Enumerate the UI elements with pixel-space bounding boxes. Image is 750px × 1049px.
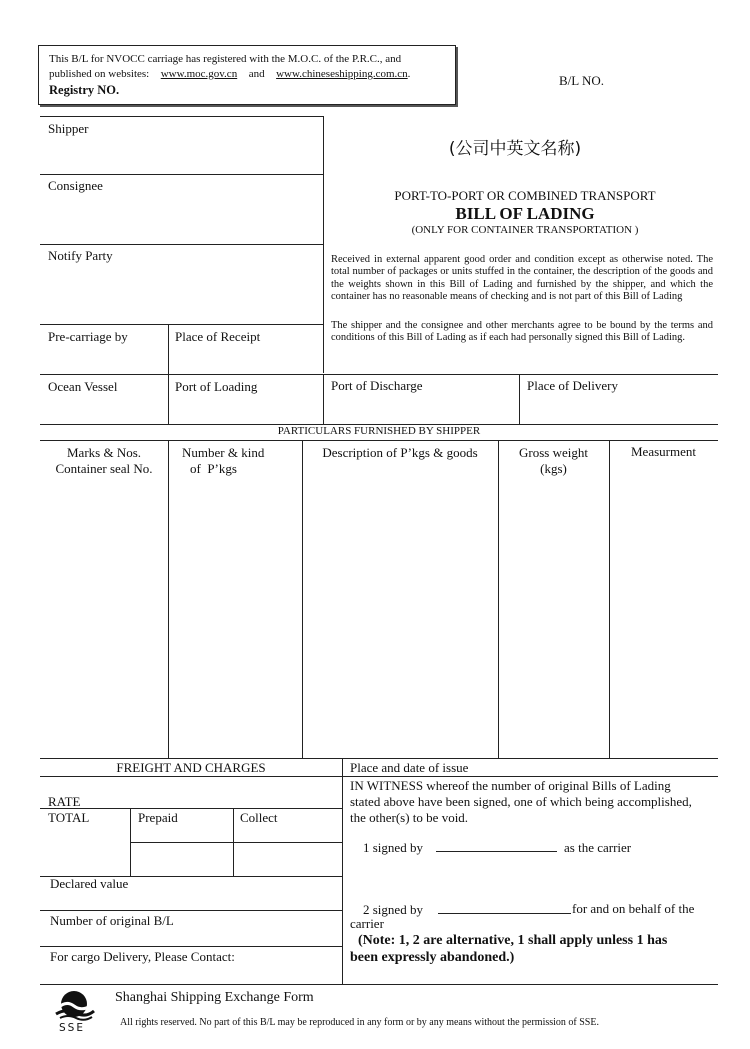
- alternative-note-line1: (Note: 1, 2 are alternative, 1 shall apply unless 1 has: [358, 933, 668, 948]
- gross-weight-header-line2: (kgs): [540, 461, 567, 476]
- shipper-field[interactable]: [40, 137, 322, 173]
- signed-by-1-line[interactable]: [436, 851, 557, 852]
- number-original-bl-label: Number of original B/L: [50, 913, 174, 928]
- measurement-cell[interactable]: [610, 480, 717, 755]
- signed-by-1-label: 1 signed by: [363, 840, 423, 855]
- notify-party-field[interactable]: [40, 264, 322, 322]
- bl-no-label: B/L NO.: [559, 73, 605, 88]
- notice-line-2: [49, 68, 449, 81]
- rights-reserved-notice: All rights reserved. No part of this B/L may be reproduced in any form or by any means without the permission of SSE.: [120, 1017, 599, 1028]
- gross-weight-header-line1: Gross weight: [519, 445, 588, 460]
- ocean-vessel-label: Ocean Vessel: [48, 379, 118, 394]
- terms-received-paragraph: Received in external apparent good order and condition except as otherwise noted. The total number of packages or units stuffed in the container, the description of the goods and the weights shown in this Bill of Lading and furnished by the shipper, and which the container has no reasonable means of checking and is not part of this Bill of Lading: [331, 254, 713, 303]
- gross-weight-header: [498, 445, 609, 476]
- sse-logo: [52, 988, 98, 1038]
- number-kind-header-line1: Number & kind: [182, 445, 265, 460]
- bill-of-lading-title: BILL OF LADING: [455, 204, 595, 223]
- moc-website-link[interactable]: www.moc.gov.cn: [160, 68, 238, 80]
- declared-value-label: Declared value: [50, 876, 129, 891]
- registry-no-label: Registry NO.: [49, 83, 120, 97]
- sse-form-name: Shanghai Shipping Exchange Form: [115, 990, 314, 1005]
- alternative-note-line2: been expressly abandoned.): [350, 950, 515, 965]
- marks-nos-header: [40, 445, 168, 476]
- registration-notice-box: [38, 45, 456, 105]
- terms-agreement-paragraph: The shipper and the consignee and other merchants agree to be bound by the terms and conditions of this Bill of Lading as if each had personally signed this Bill of Lading.: [331, 320, 713, 344]
- carrier-label: carrier: [350, 916, 384, 931]
- cargo-delivery-contact-label: For cargo Delivery, Please Contact:: [50, 949, 235, 964]
- rate-label: RATE: [48, 794, 81, 809]
- particulars-header: PARTICULARS FURNISHED BY SHIPPER: [277, 425, 481, 437]
- company-name-placeholder: (公司中英文名称): [448, 139, 582, 159]
- collect-label: Collect: [240, 810, 278, 825]
- alternative-note: [350, 932, 722, 966]
- as-the-carrier-label: as the carrier: [564, 840, 632, 855]
- number-kind-header: [182, 445, 264, 476]
- signed-by-2-label: 2 signed by: [363, 902, 423, 917]
- witness-line-1: IN WITNESS whereof the number of original Bills of Lading: [350, 778, 671, 793]
- description-header: Description of P’kgs & goods: [322, 445, 478, 460]
- total-label: TOTAL: [48, 810, 90, 825]
- witness-clause: [350, 778, 720, 825]
- place-date-issue-label: Place and date of issue: [350, 760, 469, 775]
- description-cell[interactable]: [303, 480, 497, 755]
- port-of-loading-label: Port of Loading: [175, 379, 258, 394]
- notify-party-label: Notify Party: [48, 248, 113, 263]
- consignee-label: Consignee: [48, 178, 103, 193]
- container-transportation-subtitle: (ONLY FOR CONTAINER TRANSPORTATION ): [411, 224, 639, 236]
- collect-amount-field[interactable]: [234, 843, 341, 875]
- measurement-header: Measurment: [631, 444, 696, 459]
- chineseshipping-website-link[interactable]: www.chineseshipping.com.cn: [276, 68, 408, 80]
- consignee-field[interactable]: [40, 194, 322, 242]
- prepaid-label: Prepaid: [138, 810, 178, 825]
- gross-weight-cell[interactable]: [499, 480, 608, 755]
- sse-wave-icon: [52, 988, 98, 1022]
- transport-title: PORT-TO-PORT OR COMBINED TRANSPORT: [394, 188, 656, 203]
- port-of-discharge-label: Port of Discharge: [331, 378, 423, 393]
- sse-logo-text: SSE: [59, 1022, 85, 1034]
- marks-nos-header-line1: Marks & Nos.: [66, 445, 142, 460]
- notice-line-1: This B/L for NVOCC carriage has registered with the M.O.C. of the P.R.C., and: [49, 53, 402, 65]
- signed-by-2-line[interactable]: [438, 913, 571, 914]
- place-of-receipt-label: Place of Receipt: [175, 329, 261, 344]
- number-kind-header-line2: of P’kgs: [190, 461, 237, 476]
- number-kind-cell[interactable]: [169, 480, 301, 755]
- pre-carriage-label: Pre-carriage by: [48, 329, 128, 344]
- shipper-label: Shipper: [48, 121, 89, 136]
- place-of-delivery-label: Place of Delivery: [527, 378, 618, 393]
- on-behalf-label: for and on behalf of the: [572, 901, 695, 916]
- freight-charges-header: FREIGHT AND CHARGES: [116, 760, 266, 775]
- prepaid-amount-field[interactable]: [131, 843, 232, 875]
- marks-nos-cell[interactable]: [41, 480, 167, 755]
- notice-period: .: [407, 68, 411, 80]
- notice-websites-label: published on websites:: [49, 68, 150, 80]
- witness-line-3: the other(s) to be void.: [350, 810, 469, 825]
- notice-and-word: and: [248, 68, 265, 80]
- marks-nos-header-line2: Container seal No.: [55, 461, 153, 476]
- witness-line-2: stated above have been signed, one of which being accomplished,: [350, 794, 692, 809]
